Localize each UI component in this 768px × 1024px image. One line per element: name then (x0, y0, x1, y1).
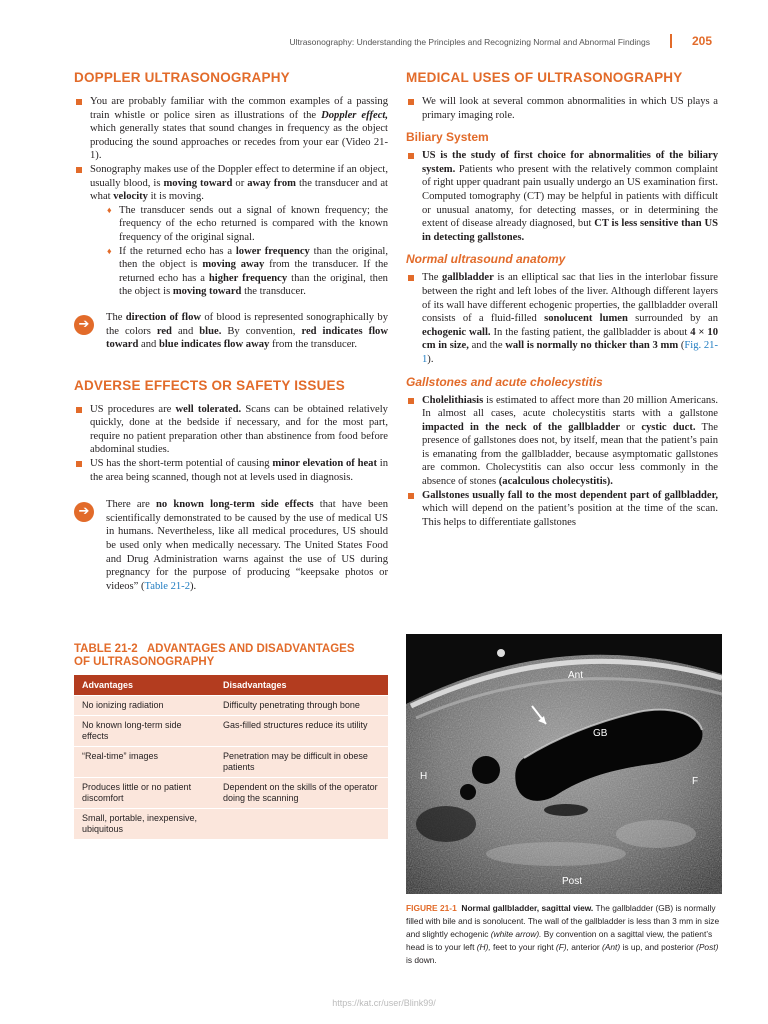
advantages-table (74, 675, 388, 839)
doppler-list (74, 95, 388, 299)
subheading-gallstones: Gallstones and acute cholecystitis (406, 374, 603, 389)
ultrasound-figure (406, 634, 722, 894)
doppler-sublist (90, 204, 388, 299)
column-header: Advantages (74, 675, 215, 696)
label-f: F (692, 776, 699, 787)
list-item: Sonography makes use of the Doppler effect to determine if an object, usually blood, is moving toward or away from the transducer and at what velocity it is moving. ♦ The transducer sends out a signal of known frequency; the frequency of the echo returned is compared with the known frequency of the original signal. ♦ If the returned echo has a lower frequency than the original, then the object is moving away from the transducer. If the returned echo has a higher frequency than the original, then the object is moving toward the transducer. (74, 163, 388, 299)
header-divider (670, 34, 672, 48)
label-h: H (420, 771, 428, 782)
left-column (74, 70, 388, 839)
table-link[interactable]: Table 21-2 (144, 580, 190, 592)
figure-caption: FIGURE 21-1 Normal gallbladder, sagittal view. The gallbladder (GB) is normally filled with bile and is sonolucent. The wall of the gallbladder is less than 3 mm in size and slightly echogenic (white arrow). By convention on a sagittal view, the patient’s head is to your left (H), feet to your right (F), anterior (Ant) is up, and posterior (Post) is down. (406, 903, 720, 965)
table-row: Small, portable, inexpensive, ubiquitous (74, 809, 388, 840)
list-item: US procedures are well tolerated. Scans can be obtained relatively quickly, done at the bedside if necessary, and for the most part, require no patient preparation other than abstinence from food before abdominal studies. (74, 403, 388, 457)
medical-intro-list (406, 95, 718, 122)
arrow-right-icon: ➔ (74, 502, 94, 522)
list-item: Cholelithiasis is estimated to affect more than 20 million Americans. In almost all cases, acute cholecystitis starts with a gallstone impacted in the neck of the gallbladder or cystic duct. The presence of gallstones does not, by itself, mean that the patient’s pain is emanating from the gallbladder, because asymptomatic gallstones are common. Cholecystitis can also occur less commonly in the absence of stones (acalculous cholecystitis). (406, 394, 718, 489)
subheading-normal-anatomy: Normal ultrasound anatomy (406, 252, 566, 267)
list-item: The gallbladder is an elliptical sac that lies in the interlobar fissure between the right and left lobes of the liver. Although different layers of its wall have different echogenic properties, the gallbladder overall consists of a fluid-filled sonolucent lumen surrounded by an echogenic wall. In the fasting patient, the gallbladder is about 4 × 10 cm in size, and the wall is normally no thicker than 3 mm (Fig. 21-1). (406, 271, 718, 366)
figure-label: FIGURE 21-1 (406, 903, 457, 913)
key-point-text: There are no known long-term side effects that have been scientifically demonstrated to be caused by the use of medical US in humans. Nevertheless, like all medical procedures, US should be used only when medically necessary. The United States Food and Drug Administration warns against the use of US during pregnancy for the purpose of producing “keepsake photos or videos” (Table 21-2). (106, 499, 388, 592)
adverse-list (74, 403, 388, 485)
page-number: 205 (691, 34, 712, 48)
table-row: “Real-time” images Penetration may be difficult in obese patients (74, 747, 388, 778)
table-title: TABLE 21-2 ADVANTAGES AND DISADVANTAGES OF ULTRASONOGRAPHY (74, 643, 355, 669)
key-point-safety (74, 498, 388, 593)
subheading-biliary: Biliary System (406, 130, 489, 145)
figure-caption-title: Normal gallbladder, sagittal view. (461, 903, 594, 913)
key-point-text: The direction of flow of blood is represented sonographically by the colors red and blue. By convention, red indicates flow toward and blue indicates flow away from the transducer. (106, 311, 389, 351)
column-header: Disadvantages (215, 675, 388, 696)
list-item: US has the short-term potential of causing minor elevation of heat in the area being scanned, though not at levels used in diagnosis. (74, 457, 388, 484)
key-point-doppler (74, 311, 388, 352)
section-heading-medical: MEDICAL USES OF ULTRASONOGRAPHY (406, 70, 683, 85)
running-head-text: Ultrasonography: Understanding the Principles and Recognizing Normal and Abnormal Findings (289, 37, 650, 47)
section-heading-adverse: ADVERSE EFFECTS OR SAFETY ISSUES (74, 377, 345, 393)
label-ant: Ant (568, 670, 584, 681)
label-gb: GB (593, 728, 608, 739)
list-item: ♦ If the returned echo has a lower frequency than the original, then the object is moving away from the transducer. If the returned echo has a higher frequency than the original, then the object is moving toward the transducer. (106, 245, 388, 299)
section-heading-doppler: DOPPLER ULTRASONOGRAPHY (74, 70, 290, 85)
watermark-url: https://kat.cr/user/Blink99/ (332, 998, 436, 1008)
table-row: Produces little or no patient discomfort Dependent on the skills of the operator doing the scanning (74, 778, 388, 809)
list-item: ♦ The transducer sends out a signal of known frequency; the frequency of the echo returned is compared with the known frequency of the original signal. (106, 204, 388, 245)
anatomy-list (406, 271, 718, 366)
list-item: You are probably familiar with the common examples of a passing train whistle or police siren as illustrations of the Doppler effect, which generally states that sound changes in frequency as the object producing the sound approaches or recedes from your ear (Video 21-1). (74, 95, 388, 163)
table-row: No known long-term side effects Gas-filled structures reduce its utility (74, 716, 388, 747)
figure-link[interactable]: Fig. 21-1 (422, 340, 718, 365)
label-post: Post (562, 876, 583, 887)
ultrasound-image (406, 634, 722, 894)
right-column (406, 70, 718, 535)
list-item: US is the study of first choice for abnormalities of the biliary system. Patients who present with the relatively common complaint of right upper quadrant pain usually undergo an US examination first. Computed tomography (CT) may be helpful in patients with difficult or unusual anatomy, for detecting masses, or in determining the extent of disease already diagnosed, but CT is less sensitive than US in detecting gallstones. (406, 149, 718, 244)
table-21-2 (74, 643, 388, 839)
list-item: Gallstones usually fall to the most dependent part of gallbladder, which will depend on the patient’s position at the time of the scan. This helps to differentiate gallstones (406, 489, 718, 530)
running-header (289, 34, 720, 50)
gallstones-list (406, 394, 718, 530)
biliary-list (406, 149, 718, 244)
table-row: No ionizing radiation Difficulty penetrating through bone (74, 696, 388, 716)
arrow-right-icon: ➔ (74, 315, 94, 335)
list-item: We will look at several common abnormalities in which US plays a primary imaging role. (406, 95, 718, 122)
